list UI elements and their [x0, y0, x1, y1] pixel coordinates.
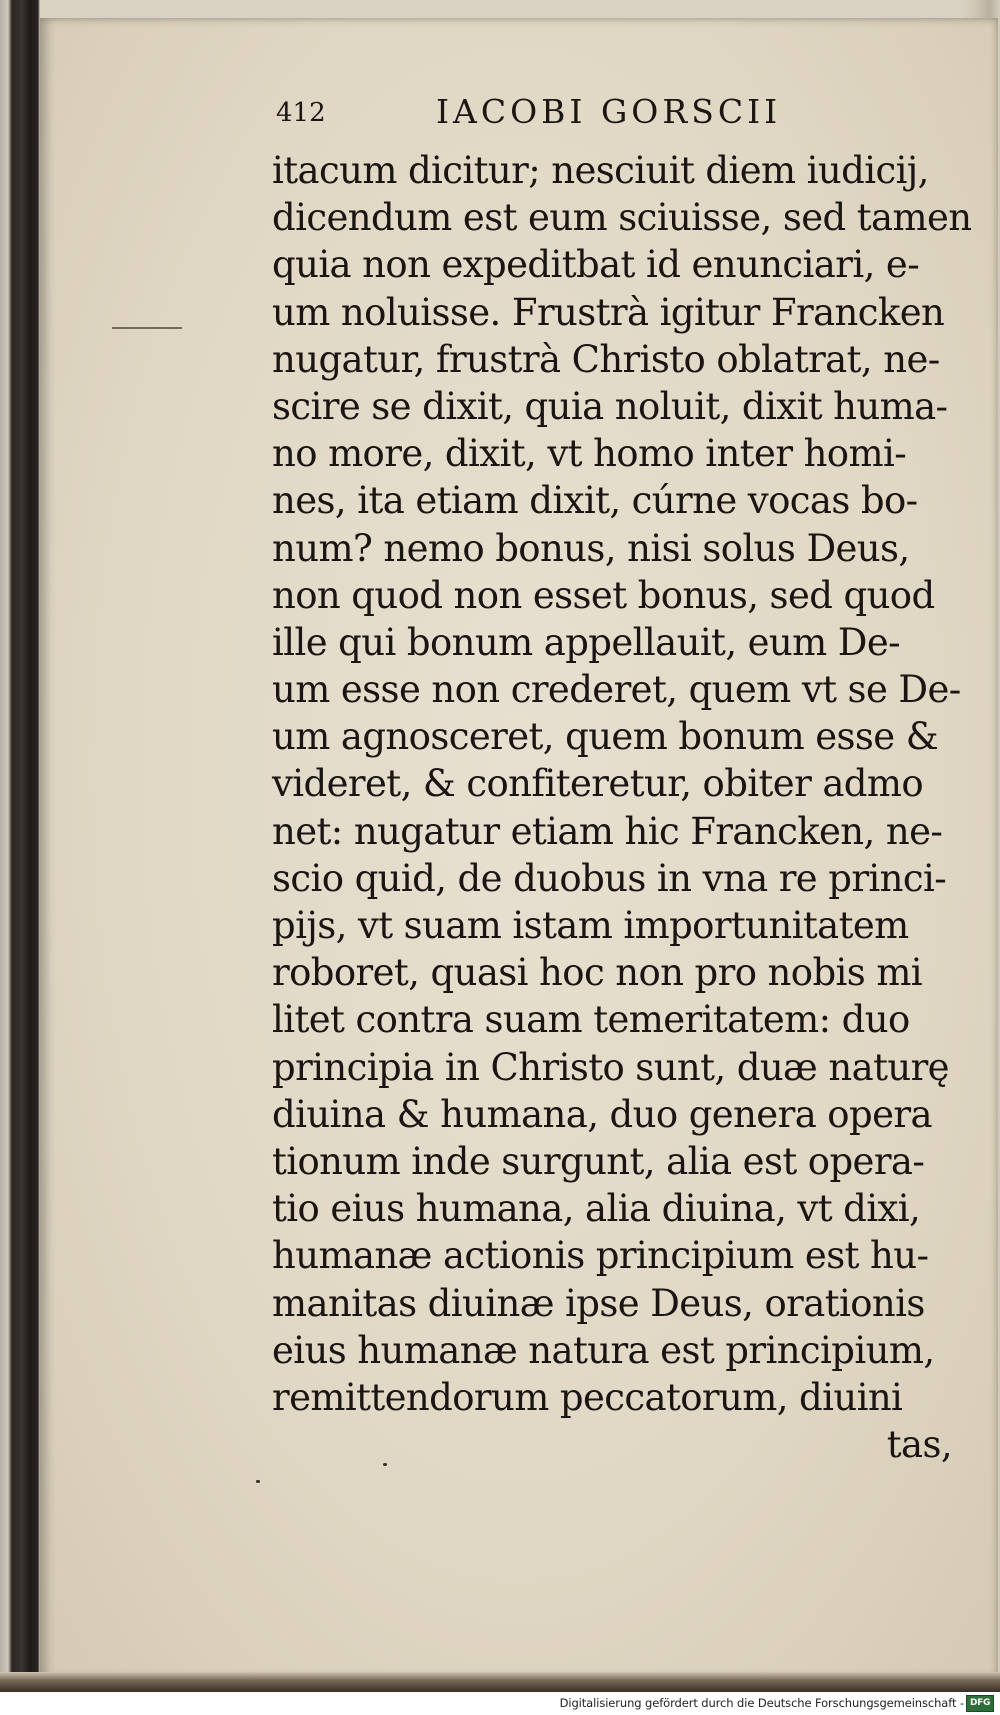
catchword: tas,: [886, 1423, 952, 1467]
ink-speck: [256, 1480, 260, 1483]
body-text: [272, 147, 972, 1468]
text-line: scio quid, de duobus in vna re princi-: [272, 856, 947, 900]
dfg-logo-icon: DFG: [966, 1695, 994, 1712]
margin-mark: [112, 327, 182, 329]
digitization-credit: Digitalisierung gefördert durch die Deutsche Forschungsgemeinschaft -: [559, 1696, 964, 1710]
text-line: non quod non esset bonus, sed quod: [272, 573, 935, 617]
text-line: nes, ita etiam dixit, cúrne vocas bo-: [272, 479, 918, 523]
text-line: nugatur, frustrà Christo oblatrat, ne-: [272, 337, 940, 381]
text-line: scire se dixit, quia noluit, dixit huma-: [272, 384, 948, 428]
text-line: um esse non crederet, quem vt se De-: [272, 668, 961, 712]
text-line: tio eius humana, alia diuina, vt dixi,: [272, 1187, 921, 1231]
text-line: eius humanæ natura est principium,: [272, 1328, 935, 1372]
text-line: dicendum est eum sciuisse, sed tamen: [272, 196, 972, 240]
text-line: quia non expeditbat id enunciari, e-: [272, 243, 920, 287]
credit-bar: [0, 1692, 1000, 1715]
page-number: 412: [276, 98, 326, 128]
text-line: roboret, quasi hoc non pro nobis mi: [272, 951, 923, 995]
text-line: litet contra suam temeritatem: duo: [272, 998, 910, 1042]
text-line: num? nemo bonus, nisi solus Deus,: [272, 526, 910, 570]
text-line: tionum inde surgunt, alia est opera-: [272, 1139, 925, 1183]
ink-speck: [383, 1463, 387, 1466]
text-line: humanæ actionis principium est hu-: [272, 1234, 929, 1278]
page-header: [276, 92, 956, 142]
text-line: diuina & humana, duo genera opera: [272, 1092, 932, 1136]
text-line: pijs, vt suam istam importunitatem: [272, 904, 909, 947]
text-line: itacum dicitur; nesciuit diem iudicij,: [272, 149, 929, 192]
text-line: remittendorum peccatorum, diuini: [272, 1375, 903, 1419]
text-line: no more, dixit, vt homo inter homi-: [272, 432, 907, 476]
text-line: manitas diuinæ ipse Deus, orationis: [272, 1281, 925, 1325]
text-line: videret, & confiteretur, obiter admo: [272, 762, 924, 806]
text-line: um agnosceret, quem bonum esse &: [272, 715, 939, 759]
running-head: IACOBI GORSCII: [436, 92, 782, 131]
text-line: um noluisse. Frustrà igitur Francken: [272, 290, 945, 334]
text-line: net: nugatur etiam hic Francken, ne-: [272, 809, 943, 853]
page-bottom-edge: [0, 1672, 1000, 1692]
text-line: principia in Christo sunt, duæ naturę: [272, 1045, 949, 1089]
text-line: ille qui bonum appellauit, eum De-: [272, 620, 901, 664]
